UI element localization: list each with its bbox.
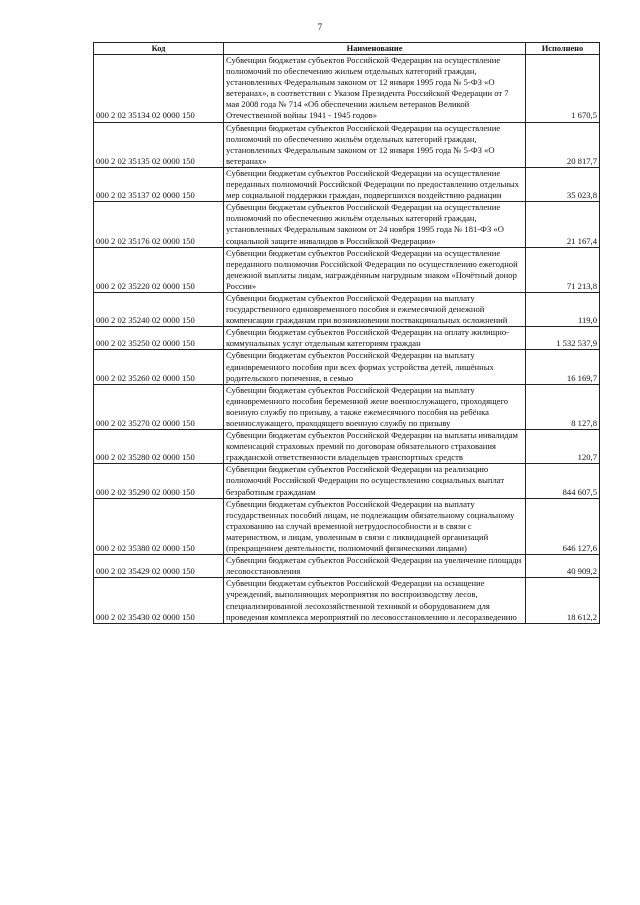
row-amount: 21 167,4 [526,202,600,247]
row-amount: 844 607,5 [526,464,600,498]
row-name: Субвенции бюджетам субъектов Российской Федерации на осуществление полномочий по обеспечению жильем отдельных категорий граждан, установленных Федеральным законом от 12 января 1995 года № 5-ФЗ «О ветеранах», в соответствии с Указом Президента Российской Федерации от 7 мая 2008 года № 714 «Об обеспечении жильем ветеранов Великой Отечественной войны 1941 - 1945 годов» [224,55,526,123]
row-amount: 18 612,2 [526,578,600,623]
table-row [94,464,600,498]
row-name: Субвенции бюджетам субъектов Российской Федерации на осуществление переданного полномочия Российской Федерации по осуществлению ежегодной денежной выплаты лицам, награждённым нагрудным знаком «Почётный донор России» [224,247,526,292]
table-header-row [94,43,600,55]
table-row [94,292,600,326]
row-code: 000 2 02 35270 02 0000 150 [94,384,224,429]
table-row [94,55,600,123]
table-row [94,122,600,167]
table-row [94,384,600,429]
row-name: Субвенции бюджетам субъектов Российской Федерации на осуществление полномочий по обеспечению жильём отдельных категорий граждан, установленных Федеральным законом от 12 января 1995 года № 5-ФЗ «О ветеранах» [224,122,526,167]
row-code: 000 2 02 35220 02 0000 150 [94,247,224,292]
row-amount: 1 670,5 [526,55,600,123]
row-name: Субвенции бюджетам субъектов Российской Федерации на выплату единовременного пособия беременной жене военнослужащего, проходящего военную службу по призыву, а также ежемесячного пособия на ребёнка военнослужащего, проходящего военную службу по призыву [224,384,526,429]
column-header-name: Наименование [224,43,526,55]
table-row [94,430,600,464]
row-code: 000 2 02 35176 02 0000 150 [94,202,224,247]
row-amount: 1 532 537,9 [526,327,600,350]
table-row [94,578,600,623]
row-code: 000 2 02 35137 02 0000 150 [94,167,224,201]
row-name: Субвенции бюджетам субъектов Российской Федерации на осуществление полномочий по обеспечению жильём отдельных категорий граждан, установленных Федеральным законом от 24 ноября 1995 года № 181-ФЗ «О социальной защите инвалидов в Российской Федерации» [224,202,526,247]
row-name: Субвенции бюджетам субъектов Российской Федерации на оснащение учреждений, выполняющих мероприятия по воспроизводству лесов, специализированной лесохозяйственной техникой и оборудованием для проведения комплекса мероприятий по лесовосстановлению и лесоразведению [224,578,526,623]
table-row [94,167,600,201]
row-code: 000 2 02 35250 02 0000 150 [94,327,224,350]
row-name: Субвенции бюджетам субъектов Российской Федерации на выплаты инвалидам компенсаций страховых премий по договорам обязательного страхования гражданской ответственности владельцев транспортных средств [224,430,526,464]
column-header-done: Исполнено [526,43,600,55]
row-name: Субвенции бюджетам субъектов Российской Федерации на увеличение площади лесовосстановления [224,555,526,578]
row-code: 000 2 02 35380 02 0000 150 [94,498,224,554]
column-header-code: Код [94,43,224,55]
row-code: 000 2 02 35135 02 0000 150 [94,122,224,167]
row-name: Субвенции бюджетам субъектов Российской Федерации на выплату государственных пособий лицам, не подлежащим обязательному социальному страхованию на случай временной нетрудоспособности и в связи с материнством, и лицам, уволенным в связи с ликвидацией организаций (прекращением деятельности, полномочий физическими лицами) [224,498,526,554]
row-amount: 646 127,6 [526,498,600,554]
row-amount: 119,0 [526,292,600,326]
page-number: 7 [317,22,323,32]
row-code: 000 2 02 35290 02 0000 150 [94,464,224,498]
row-code: 000 2 02 35280 02 0000 150 [94,430,224,464]
row-amount: 16 169,7 [526,350,600,384]
budget-table [93,42,600,624]
table-row [94,350,600,384]
table-row [94,202,600,247]
row-name: Субвенции бюджетам субъектов Российской Федерации на осуществление переданных полномочий Российской Федерации по предоставлению отдельных мер социальной поддержки граждан, подвергшихся воздействию радиации [224,167,526,201]
row-code: 000 2 02 35134 02 0000 150 [94,55,224,123]
row-name: Субвенции бюджетам субъектов Российской Федерации на реализацию полномочий Российской Федерации по осуществлению социальных выплат безработным гражданам [224,464,526,498]
row-amount: 35 023,8 [526,167,600,201]
row-amount: 120,7 [526,430,600,464]
table-row [94,247,600,292]
row-amount: 8 127,8 [526,384,600,429]
row-name: Субвенции бюджетам субъектов Российской Федерации на выплату единовременного пособия при всех формах устройства детей, лишённых родительского попечения, в семью [224,350,526,384]
row-amount: 71 213,8 [526,247,600,292]
table-row [94,498,600,554]
row-name: Субвенции бюджетам субъектов Российской Федерации на оплату жилищно-коммунальных услуг отдельным категориям граждан [224,327,526,350]
row-code: 000 2 02 35260 02 0000 150 [94,350,224,384]
row-name: Субвенции бюджетам субъектов Российской Федерации на выплату государственного единовременного пособия и ежемесячной денежной компенсации гражданам при возникновении поствакцинальных осложнений [224,292,526,326]
table-row [94,555,600,578]
table-row [94,327,600,350]
row-amount: 40 909,2 [526,555,600,578]
row-code: 000 2 02 35430 02 0000 150 [94,578,224,623]
row-code: 000 2 02 35429 02 0000 150 [94,555,224,578]
row-amount: 20 817,7 [526,122,600,167]
row-code: 000 2 02 35240 02 0000 150 [94,292,224,326]
